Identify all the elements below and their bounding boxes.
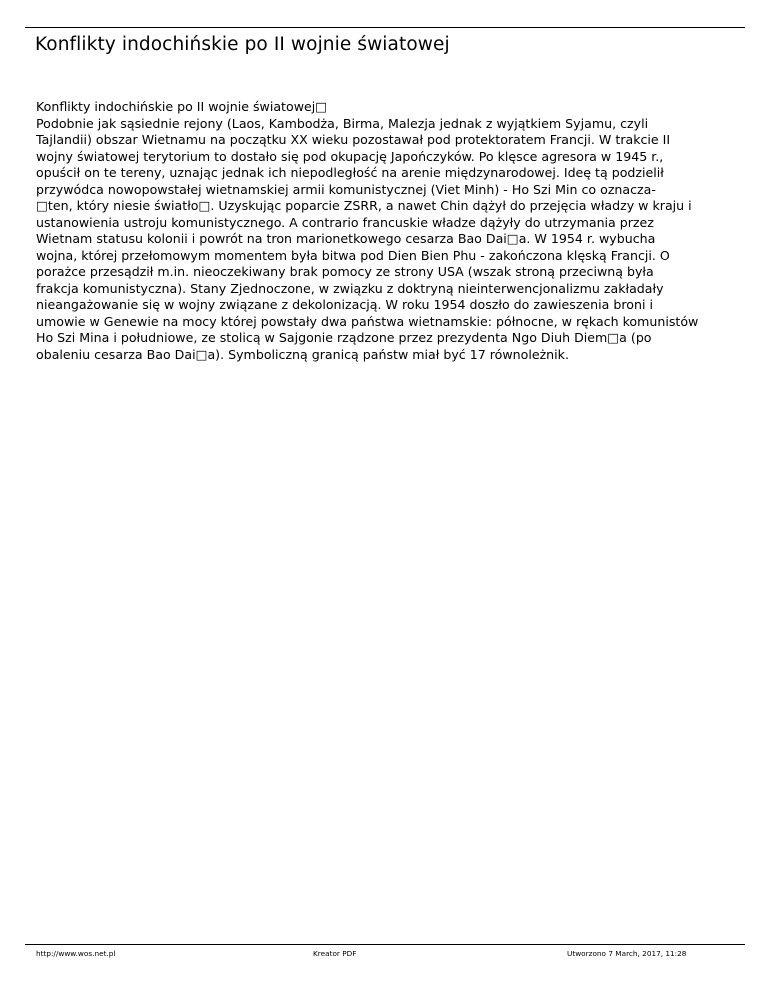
footer-rule	[25, 944, 745, 945]
article-line: □ten, który niesie światło□. Uzyskując poparcie ZSRR, a nawet Chin dążył do przejęcia władzy w kraju i	[36, 198, 692, 213]
article-line: opuścił on te tereny, uznając jednak ich niepodległość na arenie międzynarodowej. Ideę tą podzielił	[36, 165, 664, 180]
article-line: wojny światowej terytorium to dostało się pod okupację Japończyków. Po klęsce agresora w 1945 r.,	[36, 148, 664, 164]
article-line: Podobnie jak sąsiednie rejony (Laos, Kambodża, Birma, Malezja jednak z wyjątkiem Syjamu, czyli	[36, 115, 649, 131]
article-line: przywódca nowopowstałej wietnamskiej armii komunistycznej (Viet Minh) - Ho Szi Min co oznacza-	[36, 181, 656, 197]
article-line: Ho Szi Mina i południowe, ze stolicą w Sajgonie rządzone przez prezydenta Ngo Diuh Diem□a (po	[36, 330, 652, 345]
article-line: Konflikty indochińskie po II wojnie światowej□	[36, 99, 328, 114]
article-line: ustanowienia ustroju komunistycznego. A contrario francuskie władze dążyły do utrzymania przez	[36, 214, 654, 230]
article-line: nieangażowanie się w wojny związane z dekolonizacją. W roku 1954 doszło do zawieszenia broni i	[36, 297, 653, 312]
article-line: porażce przesądził m.in. nieoczekiwany brak pomocy ze strony USA (wszak stroną przeciwną była	[36, 264, 654, 279]
article-line: umowie w Genewie na mocy której powstały dwa państwa wietnamskie: północne, w rękach komunistów	[36, 313, 699, 329]
article-line: Tajlandii) obszar Wietnamu na początku XX wieku pozostawał pod protektoratem Francji. W trakcie II	[36, 132, 671, 147]
header-rule	[25, 27, 745, 28]
footer-creator: Kreator PDF	[313, 949, 357, 958]
footer-url: http://www.wos.net.pl	[36, 949, 116, 958]
page-title: Konflikty indochińskie po II wojnie światowej	[35, 34, 450, 55]
article-line: frakcja komunistyczna). Stany Zjednoczone, w związku z doktryną nieinterwencjonalizmu zakładały	[36, 280, 664, 296]
article-line: wojna, której przełomowym momentem była bitwa pod Dien Bien Phu - zakończona klęską Francji. O	[36, 247, 670, 263]
article-line: obaleniu cesarza Bao Dai□a). Symboliczną granicą państw miał być 17 równoleżnik.	[36, 346, 569, 362]
article-line: Wietnam statusu kolonii i powrót na tron marionetkowego cesarza Bao Dai□a. W 1954 r. wybucha	[36, 231, 656, 246]
footer-created-date: Utworzono 7 March, 2017, 11:28	[567, 949, 687, 958]
article-body	[36, 99, 741, 363]
